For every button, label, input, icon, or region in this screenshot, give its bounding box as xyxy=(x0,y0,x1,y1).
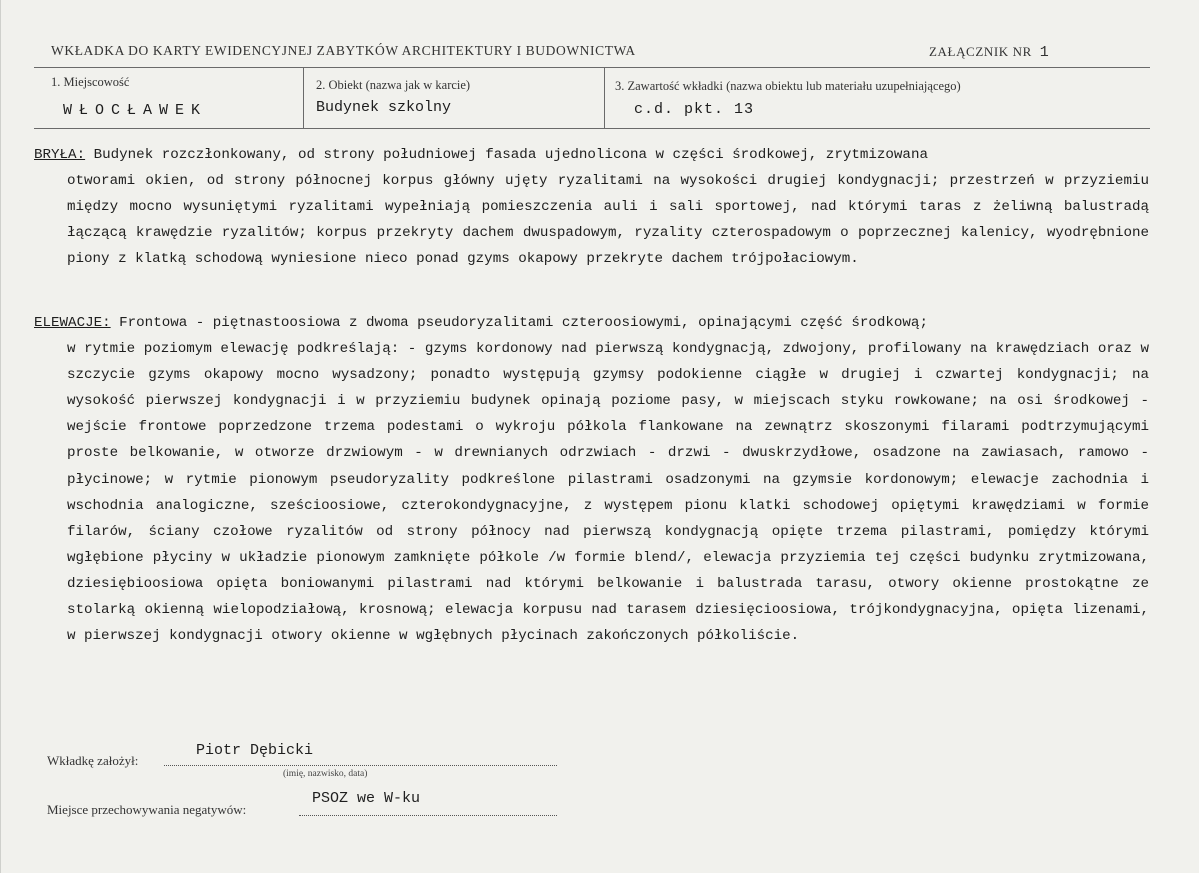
author-value: Piotr Dębicki xyxy=(196,742,314,759)
locality-label: 1. Miejscowość xyxy=(51,75,130,89)
header-rule-top xyxy=(34,67,1150,68)
elewacje-first-line: Frontowa - piętnastoosiowa z dwoma pseudoryzalitami czteroosiowymi, opinającymi część środkową; xyxy=(110,315,928,331)
bryla-text: otworami okien, od strony północnej korpus główny ujęty ryzalitami na wysokości drugiej kondygnacji; przestrzeń w przyziemiu między mocno wysuniętymi ryzalitami wypełniają pomieszczenia auli i sali sportowej, nad którymi taras z żeliwną balustradą łączącą krawędzie ryzalitów; korpus przekryty dachem dwuspadowym, ryzality czterospadowym o poprzecznej kalenicy, wyodrębnione piony z klatką schodową wyniesione nieco ponad gzyms okapowy przekryte dachem trójpołaciowym. xyxy=(67,173,1149,268)
bryla-first-line: Budynek rozczłonkowany, od strony południowej fasada ujednolicona w części środkowej, zrytmizowana xyxy=(85,147,928,163)
locality-value: WŁOCŁAWEK xyxy=(63,102,208,119)
contents-value: c.d. pkt. 13 xyxy=(634,101,755,118)
elewacje-heading: ELEWACJE: xyxy=(34,315,111,331)
column-divider-2 xyxy=(604,67,605,128)
column-divider-1 xyxy=(303,67,304,128)
object-value: Budynek szkolny xyxy=(316,99,452,116)
object-label: 2. Obiekt (nazwa jak w karcie) xyxy=(316,78,471,92)
author-hint: (imię, nazwisko, data) xyxy=(283,769,368,779)
attachment-value: 1 xyxy=(1039,44,1050,61)
bryla-heading: BRYŁA: xyxy=(34,147,86,163)
elewacje-paragraph xyxy=(34,310,1149,649)
section-elewacje xyxy=(34,310,1149,649)
attachment-label: ZAŁĄCZNIK NR xyxy=(929,44,1032,59)
author-line xyxy=(164,765,557,766)
card-title: WKŁADKA DO KARTY EWIDENCYJNEJ ZABYTKÓW ARCHITEKTURY I BUDOWNICTWA xyxy=(51,43,636,58)
negatives-label: Miejsce przechowywania negatywów: xyxy=(47,802,247,817)
author-label: Wkładkę założył: xyxy=(47,753,139,768)
contents-label: 3. Zawartość wkładki (nazwa obiektu lub materiału uzupełniającego) xyxy=(615,79,961,93)
header-rule-bottom xyxy=(34,128,1150,129)
elewacje-text: w rytmie poziomym elewację podkreślają: - gzyms kordonowy nad pierwszą kondygnacją, zdwojony, profilowany na krawędziach oraz w szczycie gzyms okapowy mocno wysadzony; ponadto występują gzymsy podokienne ciągłe w drugiej i czwartej kondygnacji; na wysokość pierwszej kondygnacji i w przyziemiu budynek opinają poziome pasy, w miejscach styku rowkowane; na osi środkowej - wejście frontowe poprzedzone trzema podestami o wykroju półkola flankowane na zewnątrz skoszonymi filarami podtrzymującymi proste belkowanie, w otworze drzwiowym - w drewnianych odrzwiach - drzwi - dwuskrzydłowe, osadzone na zawiasach, ramowo - płycinowe; w rytmie pionowym pseudoryzality podkreślone pilastrami osadzonymi na gzymsie kordonowym; elewacje zachodnia i wschodnia analogiczne, sześcioosiowe, czterokondygnacyjne, z występem pionu klatki schodowej opiętymi krawędziami w formie filarów, ściany czołowe ryzalitów od strony północy nad pierwszą kondygnacją opięte trzema pilastrami, pomiędzy którymi wgłębione płyciny w układzie pionowym zamknięte półkole /w formie blend/, elewacja przyziemia tej części budynku zrytmizowana, dziesiębioosiowa opięta boniowanymi pilastrami nad którymi belkowanie i balustrada tarasu, otwory okienne prostokątne ze stolarką okienną wielopodziałową, krosnową; elewacja korpusu nad tarasem dziesięcioosiowa, trójkondygnacyjna, opięta lizenami, w pierwszej kondygnacji otwory okienne w wgłębnych płycinach zakończonych półkoliście. xyxy=(67,341,1149,645)
bryla-paragraph xyxy=(34,142,1149,272)
section-bryla xyxy=(34,142,1149,272)
attachment-number xyxy=(929,44,1049,61)
negatives-line xyxy=(299,815,557,816)
negatives-value: PSOZ we W-ku xyxy=(312,790,421,807)
